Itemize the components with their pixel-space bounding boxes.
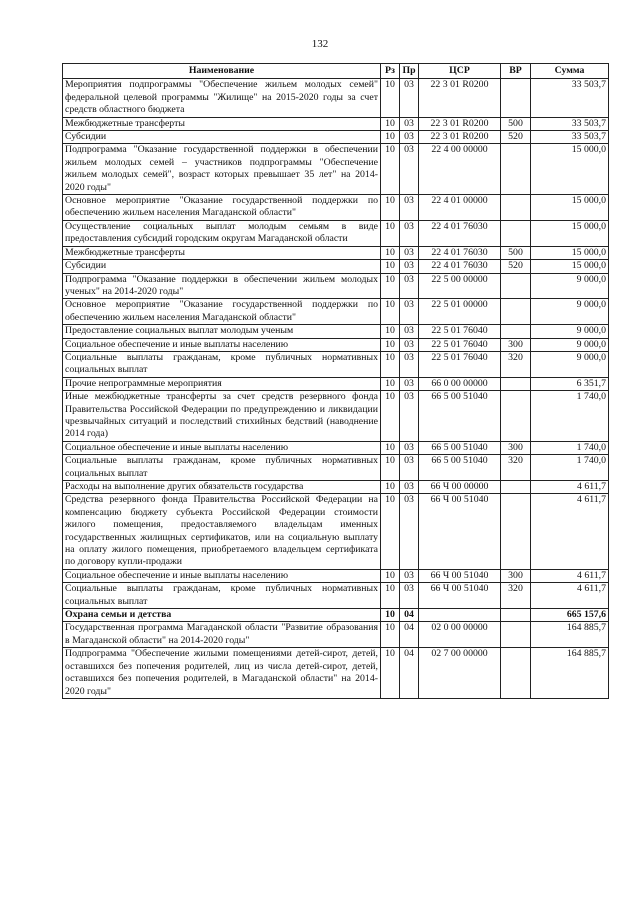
header-rz: Рз — [381, 64, 400, 79]
cell-sum: 15 000,0 — [531, 246, 609, 259]
cell-vr — [501, 220, 531, 246]
cell-rz: 10 — [381, 260, 400, 273]
table-row — [63, 583, 609, 609]
cell-rz: 10 — [381, 494, 400, 569]
cell-sum: 9 000,0 — [531, 338, 609, 351]
cell-name: Социальные выплаты гражданам, кроме публичных нормативных социальных выплат — [63, 583, 381, 609]
cell-vr: 320 — [501, 351, 531, 377]
cell-vr — [501, 195, 531, 221]
cell-pr: 04 — [400, 622, 419, 648]
cell-csr: 22 4 01 76030 — [419, 246, 501, 259]
table-row — [63, 260, 609, 273]
cell-name: Государственная программа Магаданской области "Развитие образования в Магаданской области" на 2014-2020 годы" — [63, 622, 381, 648]
cell-csr: 22 5 01 00000 — [419, 299, 501, 325]
table-row — [63, 377, 609, 390]
cell-name: Субсидии — [63, 260, 381, 273]
cell-csr: 22 5 00 00000 — [419, 273, 501, 299]
cell-rz: 10 — [381, 351, 400, 377]
cell-csr: 66 Ч 00 00000 — [419, 481, 501, 494]
cell-rz: 10 — [381, 455, 400, 481]
table-row — [63, 299, 609, 325]
cell-sum: 164 885,7 — [531, 648, 609, 699]
table-row — [63, 246, 609, 259]
header-sum: Сумма — [531, 64, 609, 79]
cell-sum: 1 740,0 — [531, 441, 609, 454]
cell-name: Социальное обеспечение и иные выплаты населению — [63, 569, 381, 582]
budget-table — [62, 63, 609, 699]
cell-pr: 03 — [400, 325, 419, 338]
cell-vr — [501, 79, 531, 117]
cell-pr: 03 — [400, 377, 419, 390]
cell-rz: 10 — [381, 481, 400, 494]
cell-csr: 66 5 00 51040 — [419, 455, 501, 481]
cell-pr: 03 — [400, 220, 419, 246]
cell-rz: 10 — [381, 391, 400, 442]
cell-csr: 66 Ч 00 51040 — [419, 583, 501, 609]
cell-sum: 1 740,0 — [531, 391, 609, 442]
cell-name: Средства резервного фонда Правительства Российской Федерации на компенсацию бюджету субъекта Российской Федерации стоимости жилого помещения, предоставляемого владельцам именных государственных жилищных сертификатов, или на социальную выплату на оплату жилого помещения, приобретаемого владельцем сертификата по договору купли-продажи — [63, 494, 381, 569]
table-row — [63, 195, 609, 221]
cell-name: Основное мероприятие "Оказание государственной поддержки по обеспечению жильем населения Магаданской области" — [63, 299, 381, 325]
table-row — [63, 441, 609, 454]
cell-csr: 66 Ч 00 51040 — [419, 569, 501, 582]
cell-name: Предоставление социальных выплат молодым ученым — [63, 325, 381, 338]
cell-rz: 10 — [381, 609, 400, 622]
cell-sum: 164 885,7 — [531, 622, 609, 648]
table-body — [63, 79, 609, 699]
cell-sum: 4 611,7 — [531, 494, 609, 569]
cell-name: Социальные выплаты гражданам, кроме публичных нормативных социальных выплат — [63, 455, 381, 481]
cell-pr: 03 — [400, 494, 419, 569]
cell-name: Субсидии — [63, 131, 381, 144]
cell-sum: 15 000,0 — [531, 260, 609, 273]
cell-rz: 10 — [381, 441, 400, 454]
cell-sum: 9 000,0 — [531, 325, 609, 338]
cell-name: Основное мероприятие "Оказание государственной поддержки по обеспечению жильем населения Магаданской области" — [63, 195, 381, 221]
cell-name: Социальное обеспечение и иные выплаты населению — [63, 441, 381, 454]
cell-sum: 33 503,7 — [531, 131, 609, 144]
table-row — [63, 273, 609, 299]
cell-vr: 320 — [501, 455, 531, 481]
cell-vr: 300 — [501, 441, 531, 454]
cell-csr: 22 4 01 76030 — [419, 260, 501, 273]
cell-sum: 15 000,0 — [531, 195, 609, 221]
cell-rz: 10 — [381, 569, 400, 582]
cell-vr — [501, 299, 531, 325]
cell-rz: 10 — [381, 144, 400, 195]
cell-vr — [501, 391, 531, 442]
cell-name: Прочие непрограммные мероприятия — [63, 377, 381, 390]
cell-sum: 9 000,0 — [531, 351, 609, 377]
cell-vr — [501, 325, 531, 338]
table-row — [63, 569, 609, 582]
cell-vr — [501, 494, 531, 569]
cell-pr: 03 — [400, 481, 419, 494]
cell-pr: 03 — [400, 117, 419, 130]
table-row — [63, 622, 609, 648]
cell-pr: 04 — [400, 609, 419, 622]
table-row — [63, 220, 609, 246]
header-name: Наименование — [63, 64, 381, 79]
cell-csr: 02 0 00 00000 — [419, 622, 501, 648]
table-row — [63, 455, 609, 481]
cell-csr: 22 5 01 76040 — [419, 351, 501, 377]
cell-vr — [501, 609, 531, 622]
cell-rz: 10 — [381, 246, 400, 259]
cell-sum: 4 611,7 — [531, 569, 609, 582]
cell-sum: 4 611,7 — [531, 583, 609, 609]
cell-sum: 9 000,0 — [531, 273, 609, 299]
header-csr: ЦСР — [419, 64, 501, 79]
cell-name: Межбюджетные трансферты — [63, 117, 381, 130]
cell-rz: 10 — [381, 648, 400, 699]
cell-vr — [501, 273, 531, 299]
cell-name: Мероприятия подпрограммы "Обеспечение жильем молодых семей" федеральной целевой программы "Жилище" на 2015-2020 годы за счет средств областного бюджета — [63, 79, 381, 117]
cell-csr: 22 5 01 76040 — [419, 338, 501, 351]
cell-name: Межбюджетные трансферты — [63, 246, 381, 259]
cell-pr: 03 — [400, 79, 419, 117]
cell-csr: 66 5 00 51040 — [419, 391, 501, 442]
cell-sum: 15 000,0 — [531, 220, 609, 246]
cell-pr: 03 — [400, 391, 419, 442]
cell-pr: 03 — [400, 441, 419, 454]
cell-pr: 03 — [400, 569, 419, 582]
cell-csr: 66 5 00 51040 — [419, 441, 501, 454]
cell-sum: 15 000,0 — [531, 144, 609, 195]
table-row — [63, 648, 609, 699]
cell-rz: 10 — [381, 583, 400, 609]
cell-csr: 66 Ч 00 51040 — [419, 494, 501, 569]
cell-name: Социальные выплаты гражданам, кроме публичных нормативных социальных выплат — [63, 351, 381, 377]
cell-vr: 500 — [501, 117, 531, 130]
cell-pr: 04 — [400, 648, 419, 699]
cell-name: Социальное обеспечение и иные выплаты населению — [63, 338, 381, 351]
cell-rz: 10 — [381, 299, 400, 325]
table-row — [63, 325, 609, 338]
cell-csr: 22 3 01 R0200 — [419, 131, 501, 144]
table-row — [63, 144, 609, 195]
cell-rz: 10 — [381, 377, 400, 390]
cell-pr: 03 — [400, 455, 419, 481]
cell-name: Подпрограмма "Обеспечение жилыми помещениями детей-сирот, детей, оставшихся без попечения родителей, лиц из числа детей-сирот, детей, оставшихся без попечения родителей, в Магаданской области" на 2014-2020 годы" — [63, 648, 381, 699]
table-row — [63, 391, 609, 442]
cell-vr: 520 — [501, 131, 531, 144]
cell-name: Расходы на выполнение других обязательств государства — [63, 481, 381, 494]
cell-vr — [501, 377, 531, 390]
cell-name: Осуществление социальных выплат молодым семьям в виде предоставления субсидий городским округам Магаданской области — [63, 220, 381, 246]
cell-rz: 10 — [381, 325, 400, 338]
cell-csr: 22 5 01 76040 — [419, 325, 501, 338]
cell-pr: 03 — [400, 299, 419, 325]
cell-sum: 1 740,0 — [531, 455, 609, 481]
cell-csr: 22 4 00 00000 — [419, 144, 501, 195]
cell-csr — [419, 609, 501, 622]
cell-csr: 22 4 01 00000 — [419, 195, 501, 221]
page-number: 132 — [311, 38, 329, 50]
cell-pr: 03 — [400, 144, 419, 195]
header-pr: Пр — [400, 64, 419, 79]
cell-vr — [501, 622, 531, 648]
cell-rz: 10 — [381, 131, 400, 144]
cell-rz: 10 — [381, 338, 400, 351]
cell-rz: 10 — [381, 195, 400, 221]
cell-sum: 9 000,0 — [531, 299, 609, 325]
cell-pr: 03 — [400, 195, 419, 221]
cell-csr: 66 0 00 00000 — [419, 377, 501, 390]
cell-pr: 03 — [400, 260, 419, 273]
cell-sum: 6 351,7 — [531, 377, 609, 390]
cell-sum: 665 157,6 — [531, 609, 609, 622]
cell-vr: 300 — [501, 569, 531, 582]
cell-rz: 10 — [381, 273, 400, 299]
cell-pr: 03 — [400, 338, 419, 351]
table-row — [63, 338, 609, 351]
cell-pr: 03 — [400, 131, 419, 144]
table-row — [63, 609, 609, 622]
cell-rz: 10 — [381, 117, 400, 130]
cell-sum: 33 503,7 — [531, 117, 609, 130]
cell-vr: 500 — [501, 246, 531, 259]
cell-vr — [501, 648, 531, 699]
cell-sum: 33 503,7 — [531, 79, 609, 117]
cell-csr: 22 4 01 76030 — [419, 220, 501, 246]
cell-pr: 03 — [400, 351, 419, 377]
cell-csr: 22 3 01 R0200 — [419, 79, 501, 117]
cell-csr: 22 3 01 R0200 — [419, 117, 501, 130]
cell-vr — [501, 481, 531, 494]
table-row — [63, 481, 609, 494]
table-row — [63, 351, 609, 377]
header-vr: ВР — [501, 64, 531, 79]
cell-rz: 10 — [381, 622, 400, 648]
cell-name: Подпрограмма "Оказание государственной поддержки в обеспечении жильем молодых семей – участников подпрограммы "Обеспечение жильем молодых семей", возраст которых превышает 35 лет" на 2014-2020 годы" — [63, 144, 381, 195]
cell-rz: 10 — [381, 79, 400, 117]
cell-sum: 4 611,7 — [531, 481, 609, 494]
cell-pr: 03 — [400, 583, 419, 609]
cell-name: Охрана семьи и детства — [63, 609, 381, 622]
cell-vr — [501, 144, 531, 195]
table-row — [63, 79, 609, 117]
table-row — [63, 494, 609, 569]
cell-csr: 02 7 00 00000 — [419, 648, 501, 699]
table-row — [63, 117, 609, 130]
cell-pr: 03 — [400, 273, 419, 299]
cell-name: Иные межбюджетные трансферты за счет средств резервного фонда Правительства Российской Федерации по предупреждению и ликвидации чрезвычайных ситуаций и последствий стихийных бедствий (наводнение 2014 года) — [63, 391, 381, 442]
table-header-row — [63, 64, 609, 79]
cell-rz: 10 — [381, 220, 400, 246]
cell-pr: 03 — [400, 246, 419, 259]
cell-vr: 300 — [501, 338, 531, 351]
table-row — [63, 131, 609, 144]
cell-name: Подпрограмма "Оказание поддержки в обеспечении жильем молодых ученых" на 2014-2020 годы" — [63, 273, 381, 299]
cell-vr: 320 — [501, 583, 531, 609]
cell-vr: 520 — [501, 260, 531, 273]
